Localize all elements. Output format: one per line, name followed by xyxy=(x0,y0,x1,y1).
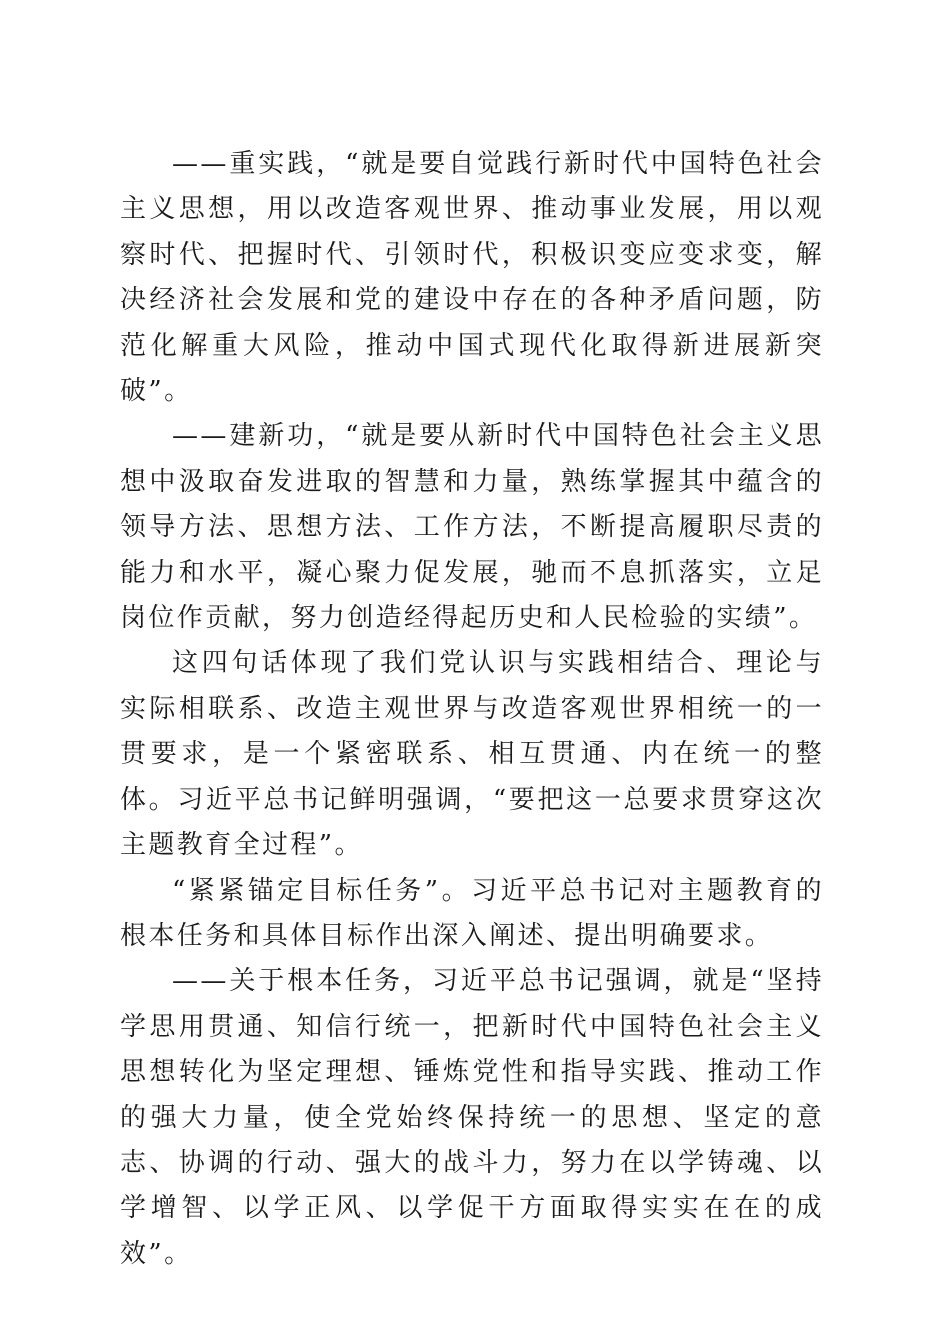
paragraph-four-sentences: 这四句话体现了我们党认识与实践相结合、理论与实际相联系、改造主观世界与改造客观世界相统一的一贯要求，是一个紧密联系、相互贯通、内在统一的整体。习近平总书记鲜明强调，“要把这一总要求贯穿这次主题教育全过程”。 xyxy=(120,648,824,861)
paragraph-target-tasks: “紧紧锚定目标任务”。习近平总书记对主题教育的根本任务和具体目标作出深入阐述、提出明确要求。 xyxy=(120,875,824,951)
paragraph-fundamental-task: ——关于根本任务，习近平总书记强调，就是“坚持学思用贯通、知信行统一，把新时代中国特色社会主义思想转化为坚定理想、锤炼党性和指导实践、推动工作的强大力量，使全党始终保持统一的思想、坚定的意志、协调的行动、强大的战斗力，努力在以学铸魂、以学增智、以学正风、以学促干方面取得实实在在的成效”。 xyxy=(120,966,824,1269)
paragraph-practice: ——重实践，“就是要自觉践行新时代中国特色社会主义思想，用以改造客观世界、推动事业发展，用以观察时代、把握时代、引领时代，积极识变应变求变，解决经济社会发展和党的建设中存在的各种矛盾问题，防范化解重大风险，推动中国式现代化取得新进展新突破”。 xyxy=(120,149,824,407)
document-body xyxy=(120,142,824,1277)
paragraph-new-merit: ——建新功，“就是要从新时代中国特色社会主义思想中汲取奋发进取的智慧和力量，熟练掌握其中蕴含的领导方法、思想方法、工作方法，不断提高履职尽责的能力和水平，凝心聚力促发展，驰而不息抓落实，立足岗位作贡献，努力创造经得起历史和人民检验的实绩”。 xyxy=(120,421,824,634)
